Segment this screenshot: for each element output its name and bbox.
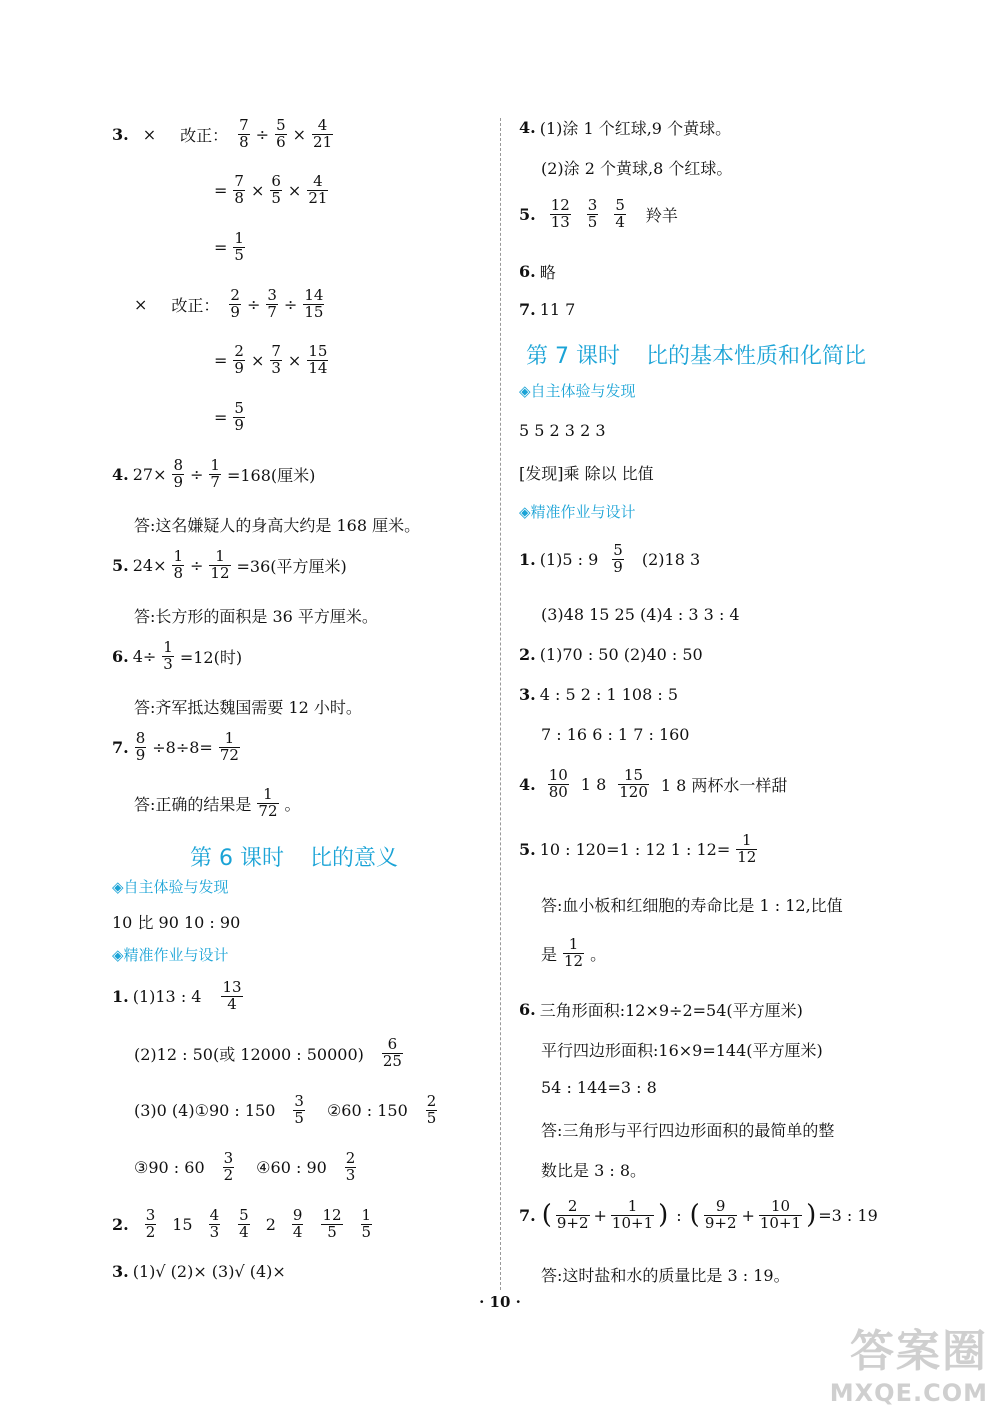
section-heading-explore: ◈自主体验与发现: [112, 878, 229, 896]
left-h1-line1: [112, 980, 245, 1013]
expr-text: ②60 : 150: [326, 1100, 408, 1120]
expr-text: (1)5 : 9: [539, 549, 599, 569]
fraction: $\frac{9}{4}$: [292, 1206, 303, 1241]
fraction: $\frac{1}{72}$: [258, 785, 278, 820]
fraction: $\frac{1}{10+1}$: [611, 1197, 654, 1232]
expr-text: 羚羊: [645, 205, 678, 225]
answer-text: 是: [541, 944, 558, 964]
fraction: $\frac{1}{72}$: [219, 729, 239, 764]
correction-label: 改正：: [180, 125, 229, 145]
right-h2-line: [519, 645, 703, 664]
question-number: 5.: [112, 555, 129, 575]
question-number: 7.: [519, 300, 536, 319]
expr-text: =3 : 19: [818, 1205, 878, 1225]
operator: ÷: [255, 124, 270, 144]
fraction: $\frac{10}{80}$: [548, 766, 568, 801]
fraction: $\frac{2}{9}$: [234, 342, 244, 377]
fraction: $\frac{1}{7}$: [210, 456, 220, 491]
close-paren: ): [658, 1200, 669, 1231]
expr-text: 24×: [132, 555, 167, 575]
fraction: $\frac{4}{21}$: [313, 116, 333, 151]
fraction: $\frac{8}{9}$: [135, 729, 146, 764]
expr-text: 15: [172, 1214, 193, 1234]
left-q5-line: [112, 549, 347, 582]
watermark: [830, 1315, 988, 1407]
expr-text: ④60 : 90: [256, 1157, 327, 1177]
answer-text: 答:三角形与平行四边形面积的最简单的整: [541, 1121, 835, 1140]
equals: =: [214, 350, 228, 370]
operator: ×: [287, 180, 302, 200]
expr-text: (1)13 : 4: [132, 986, 202, 1006]
question-number: 7.: [112, 737, 129, 757]
expr-text: =12(时): [179, 647, 243, 667]
left-q3-line2: [214, 174, 330, 207]
expr-text: ③90 : 60: [134, 1157, 205, 1177]
expr-text: 27×: [132, 464, 167, 484]
equals: =: [214, 407, 228, 427]
fraction: $\frac{12}{5}$: [322, 1206, 342, 1241]
left-q3-line1: [112, 118, 335, 151]
answer-text: 答:长方形的面积是 36 平方厘米。: [134, 607, 378, 626]
operator: ÷: [190, 555, 204, 575]
question-number: 4.: [519, 774, 536, 794]
column-divider: [500, 118, 501, 1290]
question-number: 3.: [519, 685, 536, 704]
wrong-mark: ×: [134, 294, 148, 314]
fraction: $\frac{14}{15}$: [304, 286, 324, 321]
fraction: $\frac{8}{9}$: [173, 456, 184, 491]
left-h1-line3: [134, 1094, 439, 1127]
expr-text: (1)√ (2)× (3)√ (4)×: [132, 1262, 286, 1281]
expr-text: (1)涂 1 个红球,9 个黄球。: [539, 119, 732, 138]
fraction: $\frac{7}{8}$: [234, 172, 244, 207]
fraction: $\frac{5}{9}$: [613, 541, 623, 576]
expr-text: 54 : 144=3 : 8: [541, 1078, 657, 1097]
operator: ×: [287, 350, 302, 370]
expr-text: (3)0 (4)①90 : 150: [134, 1100, 276, 1120]
expr-text: 2: [265, 1214, 276, 1234]
answer-text: 。: [284, 794, 301, 814]
fraction: $\frac{2}{9+2}$: [556, 1197, 589, 1232]
expr-text: 1 8 两杯水一样甜: [660, 775, 788, 795]
operator: ÷: [190, 464, 204, 484]
expr-text: 4÷: [132, 646, 157, 666]
fraction: $\frac{15}{14}$: [308, 342, 328, 377]
right-h5-answer2: [541, 937, 606, 970]
wrong-mark: ×: [142, 124, 157, 144]
right-q6-line: [519, 260, 556, 283]
operator: ×: [250, 350, 265, 370]
expr-text: 7 : 16 6 : 1 7 : 160: [541, 725, 690, 744]
left-h1-line2: [134, 1037, 405, 1070]
fraction: $\frac{1}{5}$: [361, 1206, 372, 1241]
question-number: 4.: [519, 118, 536, 137]
question-number: 4.: [112, 464, 129, 484]
equals: =: [214, 237, 228, 257]
left-q3-line6: [214, 401, 247, 434]
fraction: $\frac{1}{5}$: [234, 229, 244, 264]
open-paren: (: [541, 1200, 552, 1231]
fraction: $\frac{9}{9+2}$: [704, 1197, 737, 1232]
fraction: $\frac{4}{3}$: [209, 1206, 220, 1241]
left-h2-line: [112, 1208, 374, 1241]
correction-label: 改正：: [171, 295, 220, 315]
operator: ×: [250, 180, 265, 200]
equals: =: [214, 180, 228, 200]
fraction: $\frac{7}{8}$: [239, 116, 249, 151]
expr-text: (3)48 15 25 (4)4 : 3 3 : 4: [541, 605, 740, 624]
expr-text: 三角形面积:12×9÷2=54(平方厘米): [539, 1001, 803, 1020]
right-h3-line1: [519, 685, 678, 704]
watermark-url: MXQE.COM: [829, 1379, 988, 1407]
expr-text: (2)12 : 50(或 12000 : 50000): [134, 1044, 364, 1064]
fraction: $\frac{2}{9}$: [230, 286, 240, 321]
left-q7-answer: [134, 787, 301, 820]
expr-text: ÷8÷8=: [152, 737, 213, 757]
answer-text: 数比是 3 : 8。: [541, 1161, 647, 1180]
fraction: $\frac{7}{3}$: [271, 342, 281, 377]
left-h3-line: [112, 1262, 286, 1281]
lesson-number: 第 6 课时: [190, 846, 284, 871]
expr-text: (2)18 3: [641, 549, 701, 569]
question-number: 5.: [519, 839, 536, 859]
fraction: $\frac{13}{4}$: [222, 978, 242, 1013]
open-paren: (: [689, 1200, 700, 1231]
fraction: $\frac{1}{12}$: [564, 935, 584, 970]
fraction: $\frac{1}{8}$: [173, 547, 184, 582]
question-number: 6.: [519, 262, 536, 281]
section-heading-homework: ◈精准作业与设计: [112, 946, 229, 964]
expr-text: 4 : 5 2 : 1 108 : 5: [539, 685, 678, 704]
question-number: 1.: [519, 549, 536, 569]
left-q3-line3: [214, 231, 247, 264]
operator: ÷: [283, 294, 298, 314]
section-heading-homework: ◈精准作业与设计: [519, 503, 636, 521]
expr-text: (1)70 : 50 (2)40 : 50: [539, 645, 703, 664]
right-q4-line1: [519, 116, 731, 139]
lesson-number: 第 7 课时: [526, 344, 620, 369]
expr-text: 平行四边形面积:16×9=144(平方厘米): [541, 1041, 823, 1060]
fraction: $\frac{6}{5}$: [271, 172, 281, 207]
expr-text: 略: [539, 263, 556, 282]
fraction: $\frac{3}{2}$: [145, 1206, 156, 1241]
right-h6-line1: [519, 998, 803, 1021]
fraction: $\frac{4}{21}$: [308, 172, 328, 207]
right-h5-line: [519, 833, 759, 866]
fraction: $\frac{5}{9}$: [234, 399, 244, 434]
fraction: $\frac{5}{4}$: [615, 196, 625, 231]
right-q7-line: [519, 300, 575, 319]
lesson-name: 比的基本性质和化简比: [645, 344, 866, 369]
right-q5-line: [519, 198, 678, 231]
operator: ÷: [246, 294, 261, 314]
fraction: $\frac{12}{13}$: [550, 196, 570, 231]
fraction: $\frac{3}{7}$: [267, 286, 277, 321]
section-heading-explore: ◈自主体验与发现: [519, 382, 636, 400]
expr-text: =36(平方厘米): [236, 556, 347, 576]
question-number: 5.: [519, 204, 536, 224]
finding-text: [发现]乘 除以 比值: [519, 464, 654, 483]
answer-text: 答:血小板和红细胞的寿命比是 1 : 12,比值: [541, 896, 843, 915]
right-h1-line1: [519, 543, 700, 576]
answer-text: 答:正确的结果是: [134, 794, 252, 814]
right-h4-line: [519, 768, 787, 801]
question-number: 1.: [112, 986, 129, 1006]
operator: :: [676, 1205, 682, 1225]
lesson-7-title: [526, 339, 866, 370]
question-number: 3.: [112, 124, 129, 144]
question-number: 6.: [519, 1000, 536, 1019]
question-number: 3.: [112, 1262, 129, 1281]
left-q6-line: [112, 640, 242, 673]
left-q3-line4: [134, 288, 326, 321]
fraction: $\frac{5}{6}$: [276, 116, 286, 151]
fraction: $\frac{2}{5}$: [426, 1092, 437, 1127]
answer-text: 答:这时盐和水的质量比是 3 : 19。: [541, 1266, 790, 1285]
lesson-name: 比的意义: [309, 846, 398, 871]
expr-text: 10 : 120=1 : 12 1 : 12=: [539, 839, 731, 859]
operator: +: [741, 1205, 755, 1225]
watermark-logo: 答案圈: [850, 1326, 988, 1377]
answer-text: 答:齐军抵达魏国需要 12 小时。: [134, 698, 362, 717]
fraction: $\frac{10}{10+1}$: [759, 1197, 802, 1232]
left-q7-line: [112, 731, 242, 764]
expr-text: =168(厘米): [226, 465, 316, 485]
explore-answer: 5 5 2 3 2 3: [519, 421, 606, 440]
left-h1-line4: [134, 1151, 358, 1184]
left-q4-line: [112, 458, 315, 491]
fraction: $\frac{1}{3}$: [163, 638, 173, 673]
left-q3-line5: [214, 344, 330, 377]
operator: +: [593, 1205, 607, 1225]
close-paren: ): [806, 1200, 817, 1231]
expr-text: 11 7: [539, 300, 576, 319]
fraction: $\frac{1}{12}$: [737, 831, 757, 866]
page-number: · 10 ·: [479, 1293, 521, 1311]
expr-text: (2)涂 2 个黄球,8 个红球。: [541, 159, 733, 178]
expr-text: 1 8: [580, 774, 607, 794]
right-h7-line: [519, 1199, 878, 1232]
fraction: $\frac{15}{120}$: [619, 766, 648, 801]
explore-answer: 10 比 90 10 : 90: [112, 913, 241, 932]
fraction: $\frac{3}{5}$: [294, 1092, 304, 1127]
question-number: 7.: [519, 1205, 536, 1225]
question-number: 2.: [112, 1214, 129, 1234]
fraction: $\frac{3}{2}$: [223, 1149, 234, 1184]
question-number: 2.: [519, 645, 536, 664]
fraction: $\frac{3}{5}$: [587, 196, 598, 231]
fraction: $\frac{2}{3}$: [345, 1149, 356, 1184]
fraction: $\frac{5}{4}$: [239, 1206, 249, 1241]
answer-text: 答:这名嫌疑人的身高大约是 168 厘米。: [134, 516, 421, 535]
answer-text: 。: [590, 944, 607, 964]
question-number: 6.: [112, 646, 129, 666]
fraction: $\frac{6}{25}$: [382, 1035, 402, 1070]
lesson-6-title: [190, 841, 398, 872]
fraction: $\frac{1}{12}$: [210, 547, 230, 582]
operator: ×: [292, 124, 307, 144]
